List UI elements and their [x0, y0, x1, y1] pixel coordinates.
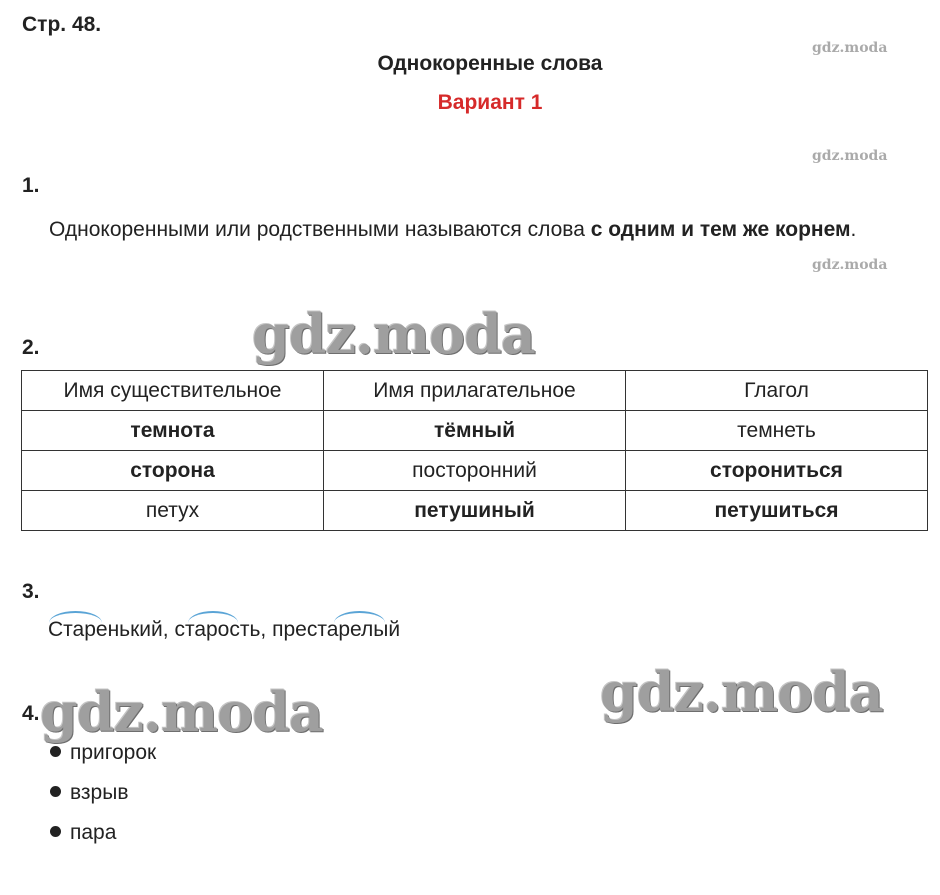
table-cell: петушиться — [626, 491, 928, 531]
table-cell: тёмный — [324, 411, 626, 451]
table-cell: сторониться — [626, 451, 928, 491]
table-header-cell: Глагол — [626, 371, 928, 411]
table-cell: сторона — [22, 451, 324, 491]
table-row — [22, 451, 928, 491]
exercise-1-number: 1. — [22, 174, 40, 197]
list-item-text: пара — [70, 821, 117, 844]
table-cell: посторонний — [324, 451, 626, 491]
exercise-1-bold-text: с одним и тем же корнем — [590, 218, 851, 241]
table-cell: петушиный — [324, 491, 626, 531]
table-row — [22, 411, 928, 451]
list-item — [50, 820, 156, 860]
list-item — [50, 780, 156, 820]
exercise-2-number: 2. — [22, 336, 40, 359]
bullet-icon — [50, 826, 61, 837]
table-header-cell: Имя прилагательное — [324, 371, 626, 411]
bullet-icon — [50, 786, 61, 797]
table-cell: темнеть — [626, 411, 928, 451]
table-header-row — [22, 371, 928, 411]
page-label: Стр. 48. — [22, 13, 102, 36]
exercise-3-number: 3. — [22, 580, 40, 603]
page-title: Однокоренные слова — [377, 52, 603, 75]
watermark-large: gdz.moda — [600, 660, 883, 724]
watermark-small: gdz.moda — [812, 148, 888, 164]
exercise-4-list — [50, 740, 156, 860]
watermark-small: gdz.moda — [812, 257, 888, 273]
bullet-icon — [50, 746, 61, 757]
watermark-large: gdz.moda — [40, 680, 323, 744]
exercise-1-text-part: Однокоренными или родственными называются слова — [49, 218, 591, 241]
watermark-large: gdz.moda — [252, 302, 535, 366]
exercise-3-text: Старенький, старость, престарелый — [48, 618, 401, 641]
table-header-cell: Имя существительное — [22, 371, 324, 411]
exercise-1-text — [22, 210, 928, 250]
watermark-small: gdz.moda — [812, 40, 888, 56]
table-cell: темнота — [22, 411, 324, 451]
exercise-1-text-end: . — [850, 218, 857, 241]
list-item — [50, 740, 156, 780]
variant-heading: Вариант 1 — [437, 91, 543, 114]
table-cell: петух — [22, 491, 324, 531]
word-table — [21, 370, 928, 531]
list-item-text: пригорок — [70, 741, 157, 764]
table-row — [22, 491, 928, 531]
exercise-4-number: 4. — [22, 702, 40, 725]
list-item-text: взрыв — [70, 781, 129, 804]
